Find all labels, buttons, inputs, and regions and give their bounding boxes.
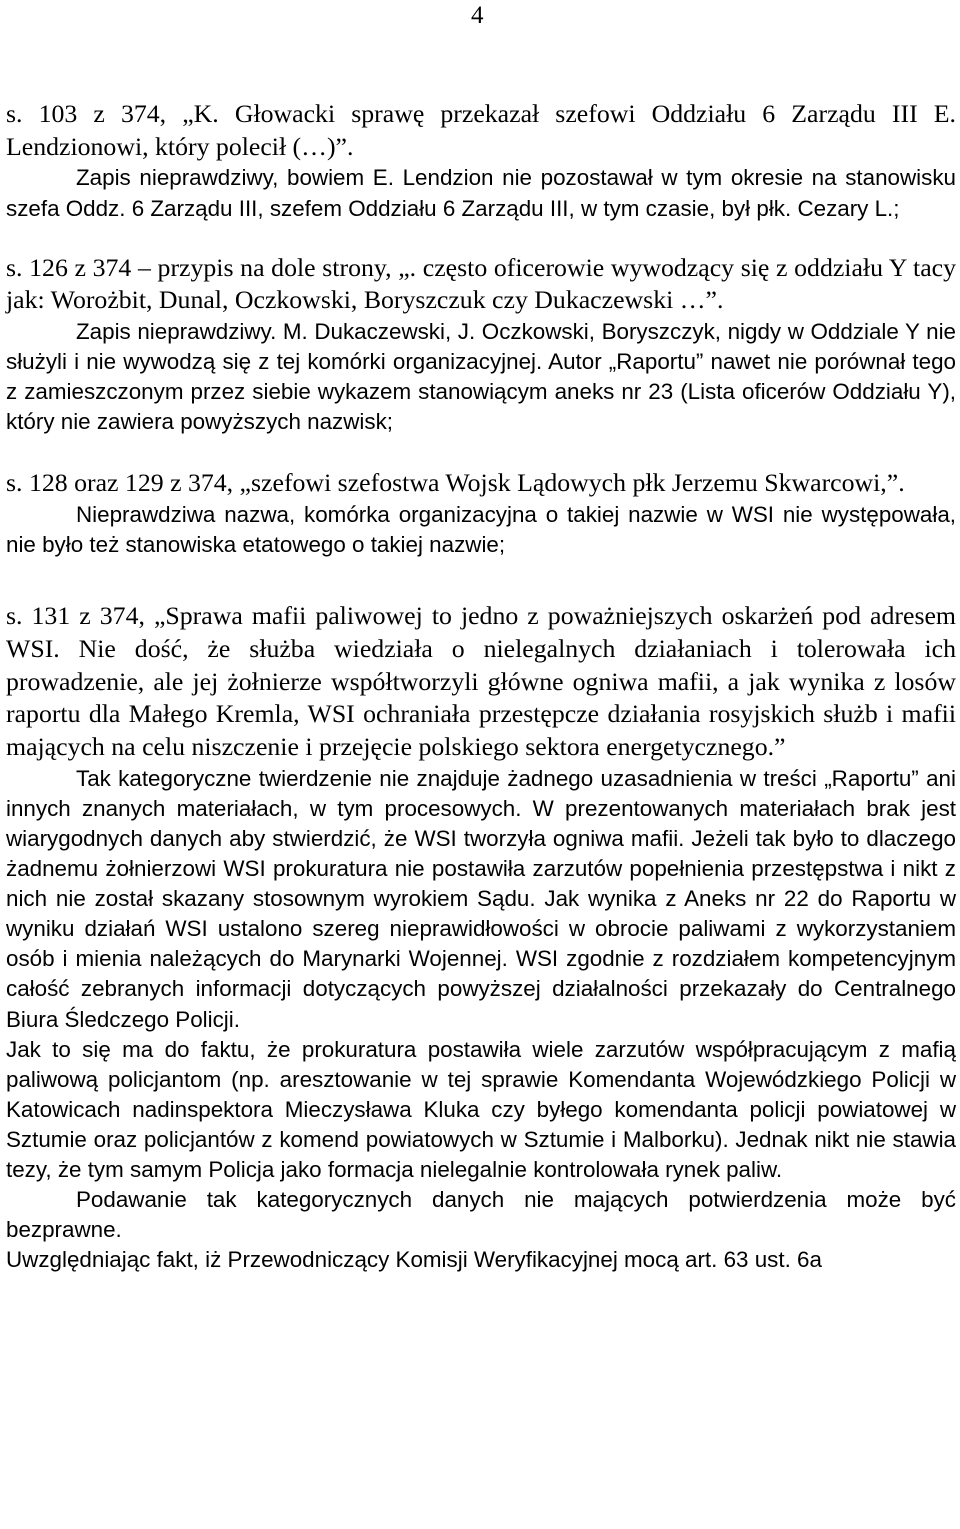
comment-s131-paragraph-4: Uwzględniając fakt, iż Przewodniczący Komisji Weryfikacyjnej mocą art. 63 ust. 6a <box>6 1247 822 1273</box>
section-spacer <box>6 560 956 600</box>
comment-s103: Zapis nieprawdziwy, bowiem E. Lendzion nie pozostawał w tym okresie na stanowisku szefa Oddz. 6 Zarządu III, szefem Oddziału 6 Zarządu III, w tym czasie, był płk. Cezary L.; <box>6 165 956 221</box>
section-spacer <box>6 437 956 467</box>
quote-s128: s. 128 oraz 129 z 374, „szefowi szefostwa Wojsk Lądowych płk Jerzemu Skwarcowi,”. <box>6 468 905 498</box>
page-number: 4 <box>471 2 484 29</box>
page-content <box>6 98 956 1275</box>
comment-s131-paragraph-1: Tak kategoryczne twierdzenie nie znajduje żadnego uzasadnienia w treści „Raportu” ani innych znanych materiałach, w tym procesowych. W prezentowanych materiałach brak jest wiarygodnych danych aby stwierdzić, że WSI tworzyła ogniwa mafii. Jeżeli tak było to dlaczego żadnemu żołnierzowi WSI prokuratura nie postawiła zarzutów popełnienia przestępstwa i nikt z nich nie został skazany stosownym wyrokiem Sądu. Jak wynika z Aneks nr 22 do Raportu w wyniku działań WSI ustalono szereg nieprawidłowości w obrocie paliwami z wykorzystaniem osób i mienia należących do Marynarki Wojennej. WSI zgodnie z rozdziałem kompetencyjnym całość zebranych informacji dotyczących powyższej działalności przekazały do Centralnego Biura Śledczego Policji. <box>6 765 956 1032</box>
quote-s126: s. 126 z 374 – przypis na dole strony, „. często oficerowie wywodzący się z oddziału Y tacy jak: Worożbit, Dunal, Oczkowski, Boryszczuk czy Dukaczewski …”. <box>6 252 956 315</box>
comment-s126: Zapis nieprawdziwy. M. Dukaczewski, J. Oczkowski, Boryszczyk, nigdy w Oddziale Y nie służyli i nie wywodzą się z tej komórki organizacyjnej. Autor „Raportu” nawet nie porównał tego z zamieszczonym przez siebie wykazem stanowiącym aneks nr 23 (Lista oficerów Oddziału Y), który nie zawiera powyższych nazwisk; <box>6 319 956 435</box>
comment-s131-paragraph-2: Jak to się ma do faktu, że prokuratura postawiła wiele zarzutów współpracującym z mafią paliwową policjantom (np. aresztowanie w tej sprawie Komendanta Wojewódzkiego Policji w Katowicach nadinspektora Mieczysława Kluka czy byłego komendanta policji powiatowej w Sztumie oraz policjantów z komend powiatowych w Sztumie i Malborku). Jednak nikt nie stawia tezy, że tym samym Policja jako formacja nielegalnie kontrolowała rynek paliw. <box>6 1036 956 1182</box>
comment-s131-paragraph-3: Podawanie tak kategorycznych danych nie mających potwierdzenia może być bezprawne. <box>6 1187 956 1243</box>
quote-s103: s. 103 z 374, „K. Głowacki sprawę przekazał szefowi Oddziału 6 Zarządu III E. Lendzionowi, który polecił (…)”. <box>6 99 956 161</box>
quote-s131: s. 131 z 374, „Sprawa mafii paliwowej to jedno z poważniejszych oskarżeń pod adresem WSI. Nie dość, że służba wiedziała o nielegalnych działaniach i tolerowała ich prowadzenie, ale jej żołnierze współtworzyli główne ogniwa mafii, a jak wynika z losów raportu dla Małego Kremla, WSI ochraniała przestępcze działania rosyjskich służb i mafii mających na celu niszczenie i przejęcie polskiego sektora energetycznego.” <box>6 601 956 762</box>
comment-s128: Nieprawdziwa nazwa, komórka organizacyjna o takiej nazwie w WSI nie występowała, nie było też stanowiska etatowego o takiej nazwie; <box>6 502 956 558</box>
section-spacer <box>6 224 956 252</box>
